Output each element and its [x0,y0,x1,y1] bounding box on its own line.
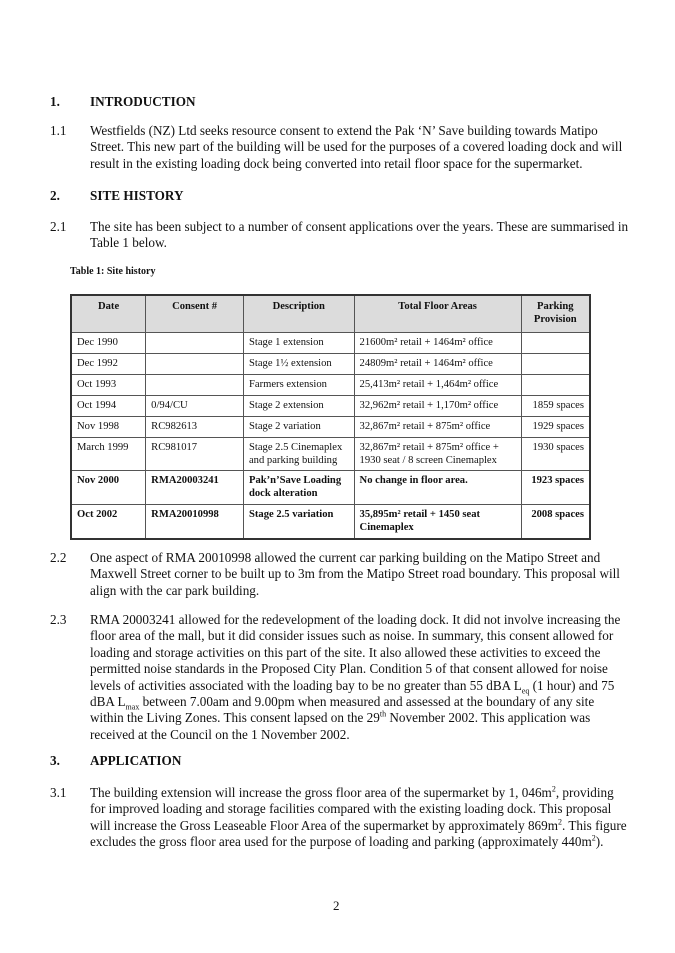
site-history-table [70,294,591,540]
cell-parking: 1923 spaces [521,471,590,505]
para-2-1: The site has been subject to a number of consent applications over the years. These are summarised in Table 1 below. [90,219,629,251]
superscript: th [379,710,387,720]
para-1-1-number: 1.1 [50,123,67,138]
cell-consent [146,333,244,354]
cell-parking: 1929 spaces [521,417,590,438]
cell-consent: RMA20003241 [146,471,244,505]
cell-consent: RC981017 [146,438,244,471]
header-date: Date [71,295,146,333]
cell-floor-areas: 32,867m² retail + 875m² office + 1930 seat / 8 screen Cinemaplex [354,438,521,471]
section-2-title: SITE HISTORY [90,188,184,203]
section-2-number: 2. [50,188,60,203]
table-row [71,333,590,354]
header-description: Description [243,295,354,333]
header-parking: Parking Provision [521,295,590,333]
cell-consent: 0/94/CU [146,396,244,417]
section-3-number: 3. [50,753,60,768]
cell-floor-areas: 25,413m² retail + 1,464m² office [354,375,521,396]
para-3-1-number: 3.1 [50,785,67,800]
table-row [71,375,590,396]
para-2-2: One aspect of RMA 20010998 allowed the current car parking building on the Matipo Street and Maxwell Street corner to be built up to 3m from the Matipo Street road boundary. This proposal will align with the car park building. [90,550,620,598]
para-2-2-number: 2.2 [50,550,67,565]
para-1-1: Westfields (NZ) Ltd seeks resource consent to extend the Pak ‘N’ Save building towards Matipo Street. This new part of the building will be used for the purposes of a covered loading dock and will result in the existing loading dock being converted into retail floor space for the supermarket. [90,123,623,171]
text: RMA 20003241 allowed for the redevelopment of the loading dock. It did not involve increasing the floor area of the mall, but it did consider issues such as noise. In summary, this consent allowed for loading and storage activities on this part of the site. It also allowed these activities to exceed the permitted noise standards in the Proposed City Plan. Condition 5 of that consent allowed for noise levels of activities associated with the loading bay to be no greater than 55 dBA L [90,612,621,693]
text: (1 hour) and 75 dBA L [90,677,615,710]
superscript: 2 [558,817,563,827]
cell-parking: 2008 spaces [521,505,590,540]
cell-description: Stage 2.5 variation [243,505,354,540]
table-row [71,471,590,505]
table-row [71,505,590,540]
superscript: 2 [551,784,556,794]
cell-date: Nov 2000 [71,471,146,505]
text: between 7.00am and 9.00pm when measured and assessed at the boundary of any site within the Living Zones. This consent lapsed on the 29 [90,694,595,726]
section-3-title: APPLICATION [90,753,182,768]
table-row [71,438,590,471]
cell-description: Farmers extension [243,375,354,396]
cell-parking [521,333,590,354]
section-1-title: INTRODUCTION [90,94,196,109]
table-row [71,354,590,375]
cell-parking: 1859 spaces [521,396,590,417]
superscript: 2 [591,833,596,843]
table-header-row [71,295,590,333]
text: ). [595,834,604,850]
cell-date: Oct 2002 [71,505,146,540]
cell-consent [146,354,244,375]
cell-date: March 1999 [71,438,146,471]
header-floor-areas: Total Floor Areas [354,295,521,333]
cell-description: Stage 2 extension [243,396,354,417]
cell-description: Pak’n’Save Loading dock alteration [243,471,354,505]
table-row [71,417,590,438]
cell-floor-areas: No change in floor area. [354,471,521,505]
cell-date: Oct 1994 [71,396,146,417]
cell-description: Stage 1½ extension [243,354,354,375]
cell-consent: RC982613 [146,417,244,438]
header-consent: Consent # [146,295,244,333]
cell-date: Oct 1993 [71,375,146,396]
para-2-1-number: 2.1 [50,219,67,234]
table-caption: Table 1: Site history [70,266,156,277]
cell-parking [521,375,590,396]
cell-floor-areas: 24809m² retail + 1464m² office [354,354,521,375]
cell-date: Dec 1990 [71,333,146,354]
cell-floor-areas: 32,962m² retail + 1,170m² office [354,396,521,417]
section-1-number: 1. [50,94,60,109]
table-row [71,396,590,417]
subscript: max [125,702,140,712]
cell-date: Nov 1998 [71,417,146,438]
cell-description: Stage 2 variation [243,417,354,438]
cell-parking: 1930 spaces [521,438,590,471]
para-3-1 [90,785,630,851]
cell-consent [146,375,244,396]
text: November 2002. This application was received at the Council on the 1 November 2002. [90,710,591,742]
subscript: eq [521,686,530,696]
cell-floor-areas: 32,867m² retail + 875m² office [354,417,521,438]
text: , providing for improved loading and storage facilities compared with the existing loading dock. This proposal will increase the Gross Leaseable Floor Area of the supermarket by approximately 869m [90,785,614,833]
text: The building extension will increase the gross floor area of the supermarket by 1, 046m [90,785,552,800]
page-number: 2 [333,898,340,913]
cell-description: Stage 1 extension [243,333,354,354]
cell-floor-areas: 35,895m² retail + 1450 seat Cinemaplex [354,505,521,540]
cell-floor-areas: 21600m² retail + 1464m² office [354,333,521,354]
cell-parking [521,354,590,375]
cell-consent: RMA20010998 [146,505,244,540]
para-2-3 [90,612,630,743]
para-2-3-number: 2.3 [50,612,67,627]
cell-description: Stage 2.5 Cinemaplex and parking building [243,438,354,471]
text: . This figure excludes the gross floor area used for the purpose of loading and parking (approximately 440m [90,817,627,850]
cell-date: Dec 1992 [71,354,146,375]
